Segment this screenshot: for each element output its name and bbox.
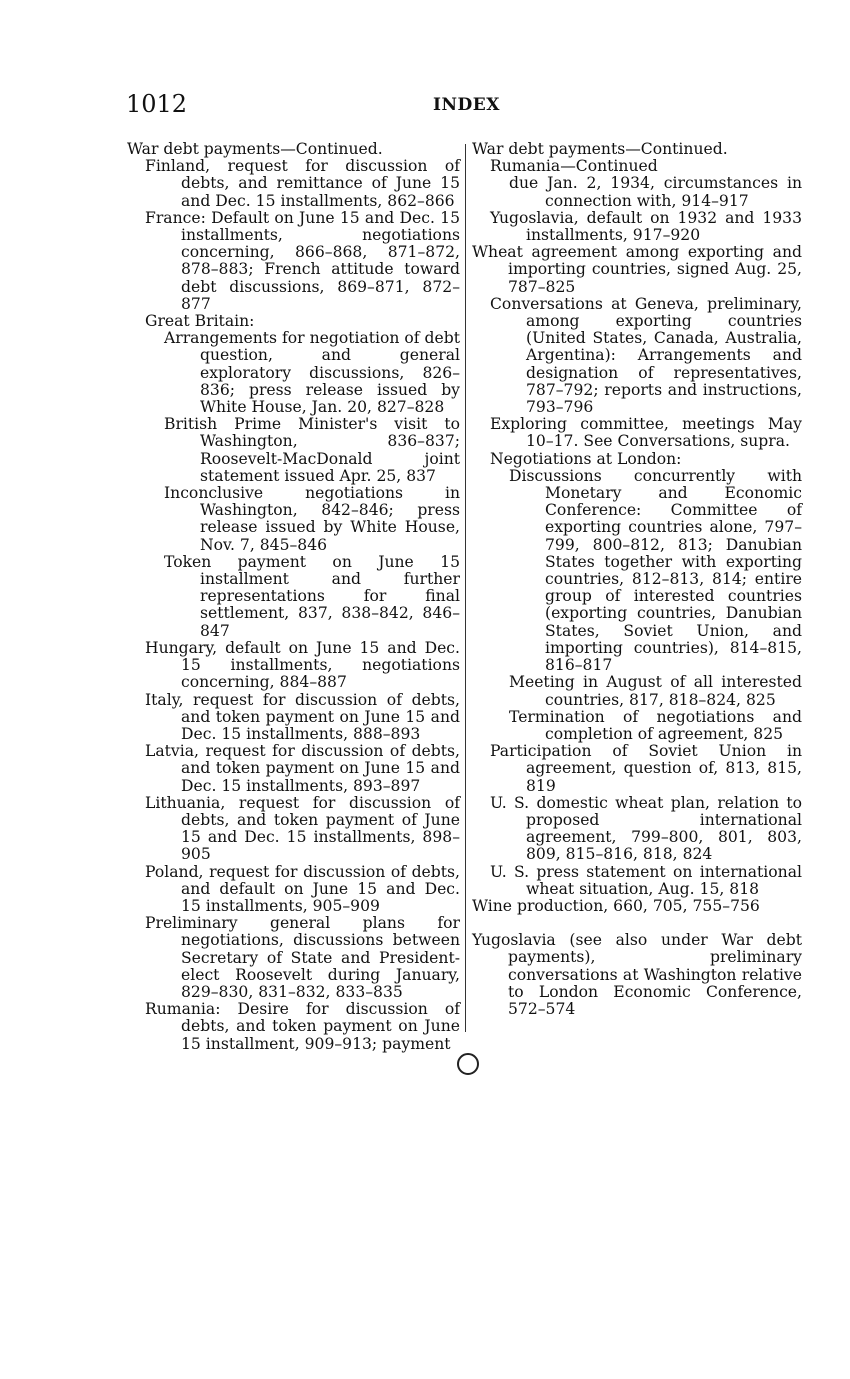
index-entry: Token payment on June 15 installment and further representations for final settlement, 837, 838–842, 846–847 bbox=[164, 552, 460, 640]
index-entry: Inconclusive negotiations in Washington, 842–846; press release issued by White House, Nov. 7, 845–846 bbox=[164, 484, 460, 554]
index-entry: War debt payments—Continued. bbox=[472, 140, 728, 158]
index-entry: Exploring committee, meetings May 10–17. See Conversations, supra. bbox=[490, 415, 802, 451]
index-entry: Preliminary general plans for negotiations, discussions between Secretary of State and President-elect Roosevelt during January, 829–830, 831–832, 833–835 bbox=[145, 914, 460, 1001]
index-entry: Discussions concurrently with Monetary and Economic Conference: Committee of exporting countries alone, 797–799, 800–812, 813; Danubian States together with exporting countries, 812–813, 814; entire group of interested countries (exporting countries, Danubian States, Soviet Union, and importing countries), 814–815, 816–817 bbox=[509, 466, 802, 675]
index-entry: Rumania: Desire for discussion of debts, and token payment on June 15 installment, 909–913; payment bbox=[145, 1000, 460, 1053]
index-entry: due Jan. 2, 1934, circumstances in connection with, 914–917 bbox=[509, 174, 802, 210]
printer-mark-circle bbox=[457, 1053, 479, 1075]
entry-spacer bbox=[472, 915, 802, 932]
index-entry: Conversations at Geneva, preliminary, among exporting countries (United States, Canada, Australia, Argentina): Arrangements and designation of representatives, 787–792; reports and instructions, 793–796 bbox=[490, 294, 802, 417]
index-entry: Termination of negotiations and completion of agreement, 825 bbox=[509, 707, 802, 743]
index-entry: Meeting in August of all interested countries, 817, 818–824, 825 bbox=[509, 673, 802, 709]
index-entry: Italy, request for discussion of debts, and token payment on June 15 and Dec. 15 installments, 888–893 bbox=[145, 690, 460, 743]
page-number: 1012 bbox=[126, 90, 188, 118]
index-entry: Latvia, request for discussion of debts, and token payment on June 15 and Dec. 15 installments, 893–897 bbox=[145, 742, 460, 795]
index-entry: War debt payments—Continued. bbox=[127, 140, 383, 158]
index-entry: Participation of Soviet Union in agreement, question of, 813, 815, 819 bbox=[490, 742, 802, 795]
index-entry: Hungary, default on June 15 and Dec. 15 installments, negotiations concerning, 884–887 bbox=[145, 638, 460, 692]
index-entry: Rumania—Continued bbox=[490, 157, 658, 176]
index-entry: Lithuania, request for discussion of debts, and token payment of June 15 and Dec. 15 installments, 898–905 bbox=[145, 793, 460, 864]
index-entry: Wine production, 660, 705, 755–756 bbox=[472, 896, 760, 915]
index-entry: Arrangements for negotiation of debt question, and general exploratory discussions, 826–836; press release issued by White House, Jan. 20, 827–828 bbox=[164, 329, 460, 417]
index-entry: France: Default on June 15 and Dec. 15 installments, negotiations concerning, 866–868, 871–872, 878–883; French attitude toward debt discussions, 869–871, 872–877 bbox=[145, 208, 460, 313]
index-entry: Finland, request for discussion of debts, and remittance of June 15 and Dec. 15 installments, 862–866 bbox=[145, 157, 460, 210]
index-entry: U. S. press statement on international wheat situation, Aug. 15, 818 bbox=[490, 862, 802, 898]
index-entry: Poland, request for discussion of debts, and default on June 15 and Dec. 15 installments, 905–909 bbox=[145, 862, 460, 915]
index-entry: Negotiations at London: bbox=[490, 449, 682, 468]
index-entry: Great Britain: bbox=[145, 312, 255, 331]
index-entry: British Prime Minister's visit to Washington, 836–837; Roosevelt-MacDonald joint statement issued Apr. 25, 837 bbox=[164, 415, 460, 485]
running-head: INDEX bbox=[433, 95, 500, 115]
index-entry: Yugoslavia (see also under War debt payments), preliminary conversations at Washington relative to London Economic Conference, 572–574 bbox=[472, 931, 802, 1018]
index-column-left bbox=[127, 141, 460, 1053]
column-divider bbox=[465, 144, 466, 1032]
index-column-right bbox=[472, 141, 802, 1018]
index-entry: Yugoslavia, default on 1932 and 1933 installments, 917–920 bbox=[490, 208, 802, 245]
index-entry: U. S. domestic wheat plan, relation to proposed international agreement, 799–800, 801, 803, 809, 815–816, 818, 824 bbox=[490, 793, 802, 864]
index-entry: Wheat agreement among exporting and importing countries, signed Aug. 25, 787–825 bbox=[472, 243, 802, 296]
